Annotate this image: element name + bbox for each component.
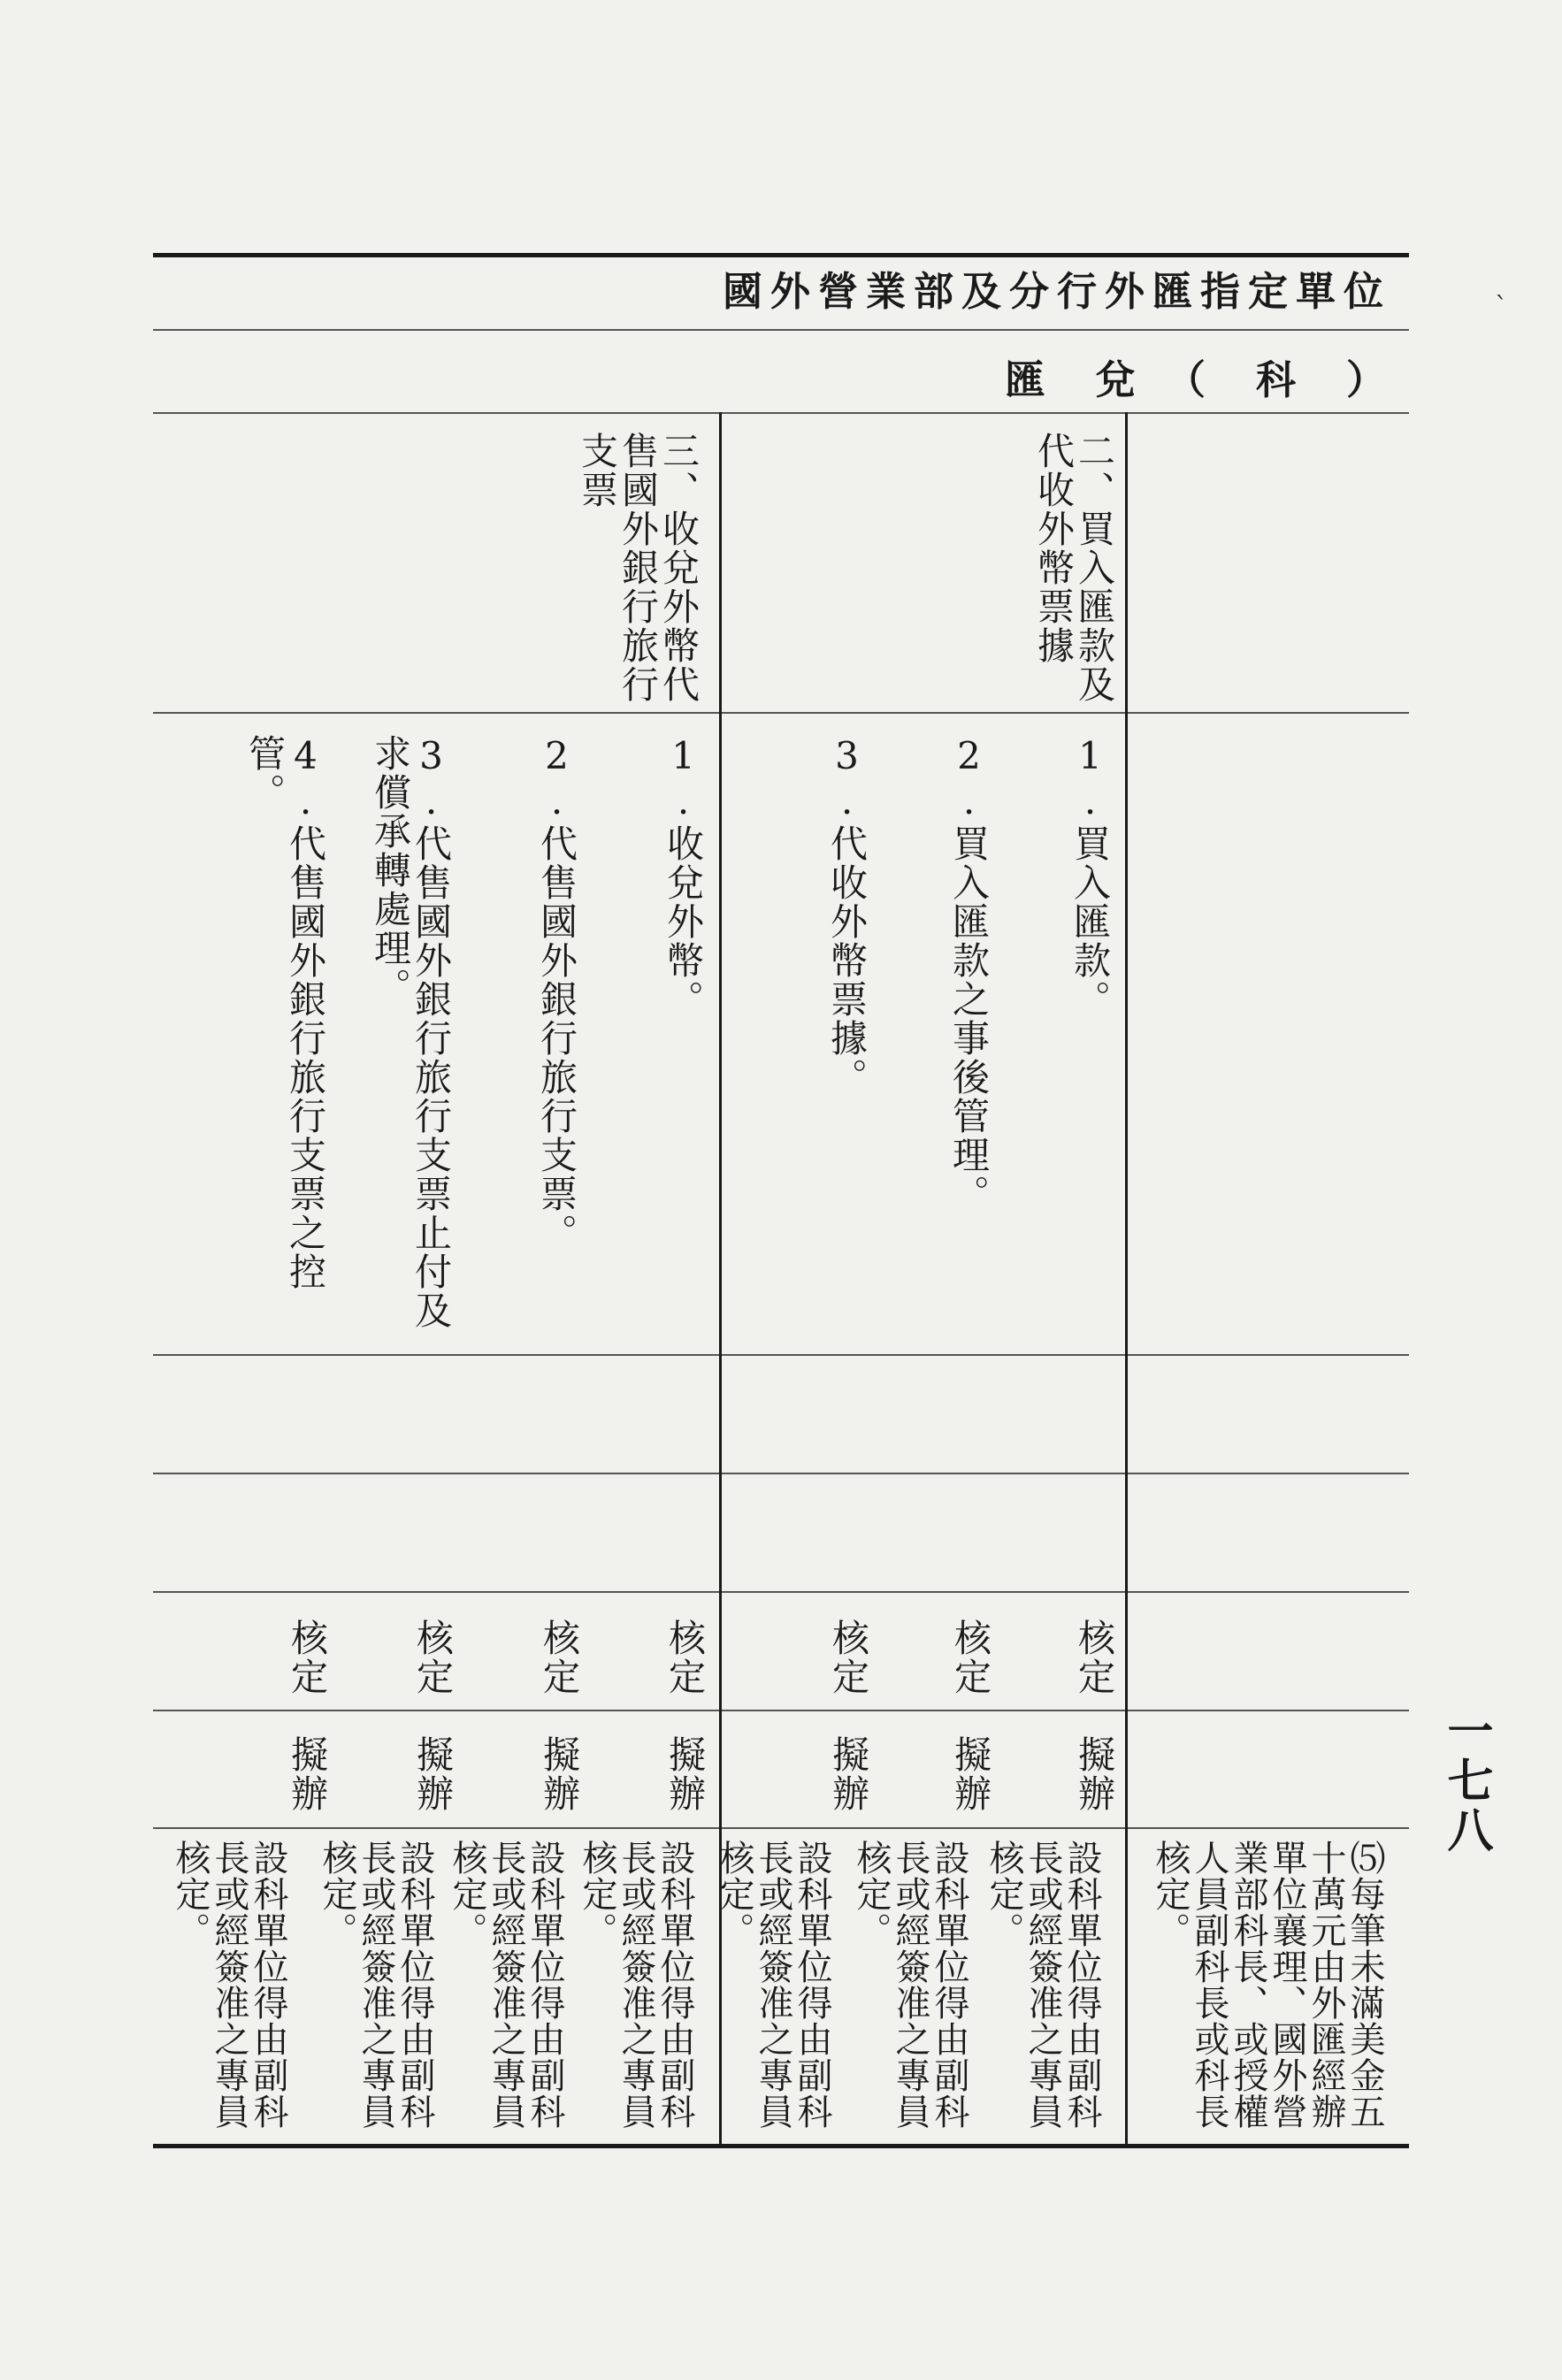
draft-cell: 擬辦 — [538, 1735, 581, 1813]
note-cell: 設科單位得由副科長或經簽准之專員核定。 — [984, 1840, 1102, 2130]
draft-cell: 擬辦 — [827, 1735, 870, 1813]
approve-cell: 核定 — [411, 1619, 455, 1696]
item-text: 3.代收外幣票據。 — [825, 734, 869, 1097]
approve-cell: 核定 — [538, 1619, 581, 1696]
item-text: 1.收兌外幣。 — [662, 734, 705, 1019]
right-note: ⑸每筆未滿美金五十萬元由外匯經辦單位襄理、國外營業部科長、或授權人員副科長或科長核定。 — [1150, 1840, 1385, 2130]
item-text: 2.代售國外銀行旅行支票。 — [535, 734, 578, 1252]
item-text: 2.買入匯款之事後管理。 — [947, 734, 991, 1213]
item-text: 4.代售國外銀行旅行支票之控管。 — [243, 734, 327, 1291]
table-bottom-border — [153, 2144, 1409, 2148]
section-heading: 匯 兌 （ 科 ） — [1005, 356, 1391, 403]
approve-cell: 核定 — [949, 1619, 992, 1696]
approve-cell: 核定 — [827, 1619, 870, 1696]
page-number: 一七八 — [1439, 1707, 1493, 1856]
column-divider — [1125, 412, 1128, 2147]
table-rule — [153, 412, 1409, 414]
note-cell: 設科單位得由副科長或經簽准之專員核定。 — [851, 1840, 969, 2130]
item-text: 1.買入匯款。 — [1068, 734, 1112, 1019]
note-cell: 設科單位得由副科長或經簽准之專員核定。 — [577, 1840, 695, 2130]
section-heading-2: 二、買入匯款及代收外幣票據 — [1032, 432, 1116, 704]
table-rule — [153, 1710, 1409, 1711]
table-top-border — [153, 253, 1409, 257]
item-text: 3.代售國外銀行旅行支票止付及求償承轉處理。 — [369, 734, 453, 1330]
note-cell: 設科單位得由副科長或經簽准之專員核定。 — [317, 1840, 435, 2130]
note-cell: 設科單位得由副科長或經簽准之專員核定。 — [170, 1840, 288, 2130]
page-title: 國外營業部及分行外匯指定單位 — [722, 268, 1391, 315]
approve-cell: 核定 — [1073, 1619, 1116, 1696]
draft-cell: 擬辦 — [286, 1735, 329, 1813]
draft-cell: 擬辦 — [411, 1735, 455, 1813]
note-cell: 設科單位得由副科長或經簽准之專員核定。 — [714, 1840, 832, 2130]
table-rule — [153, 1354, 1409, 1356]
draft-cell: 擬辦 — [1073, 1735, 1116, 1813]
draft-cell: 擬辦 — [949, 1735, 992, 1813]
table-rule — [153, 1473, 1409, 1474]
table-rule — [153, 1827, 1409, 1829]
note-cell: 設科單位得由副科長或經簽准之專員核定。 — [447, 1840, 565, 2130]
table-rule — [153, 329, 1409, 331]
table-rule — [153, 712, 1409, 714]
table-rule — [153, 1591, 1409, 1593]
approve-cell: 核定 — [663, 1619, 707, 1696]
scan-speck: ˋ — [1495, 292, 1508, 323]
section-heading-3: 三、收兌外幣代售國外銀行旅行支票 — [576, 432, 701, 704]
approve-cell: 核定 — [286, 1619, 329, 1696]
draft-cell: 擬辦 — [663, 1735, 707, 1813]
